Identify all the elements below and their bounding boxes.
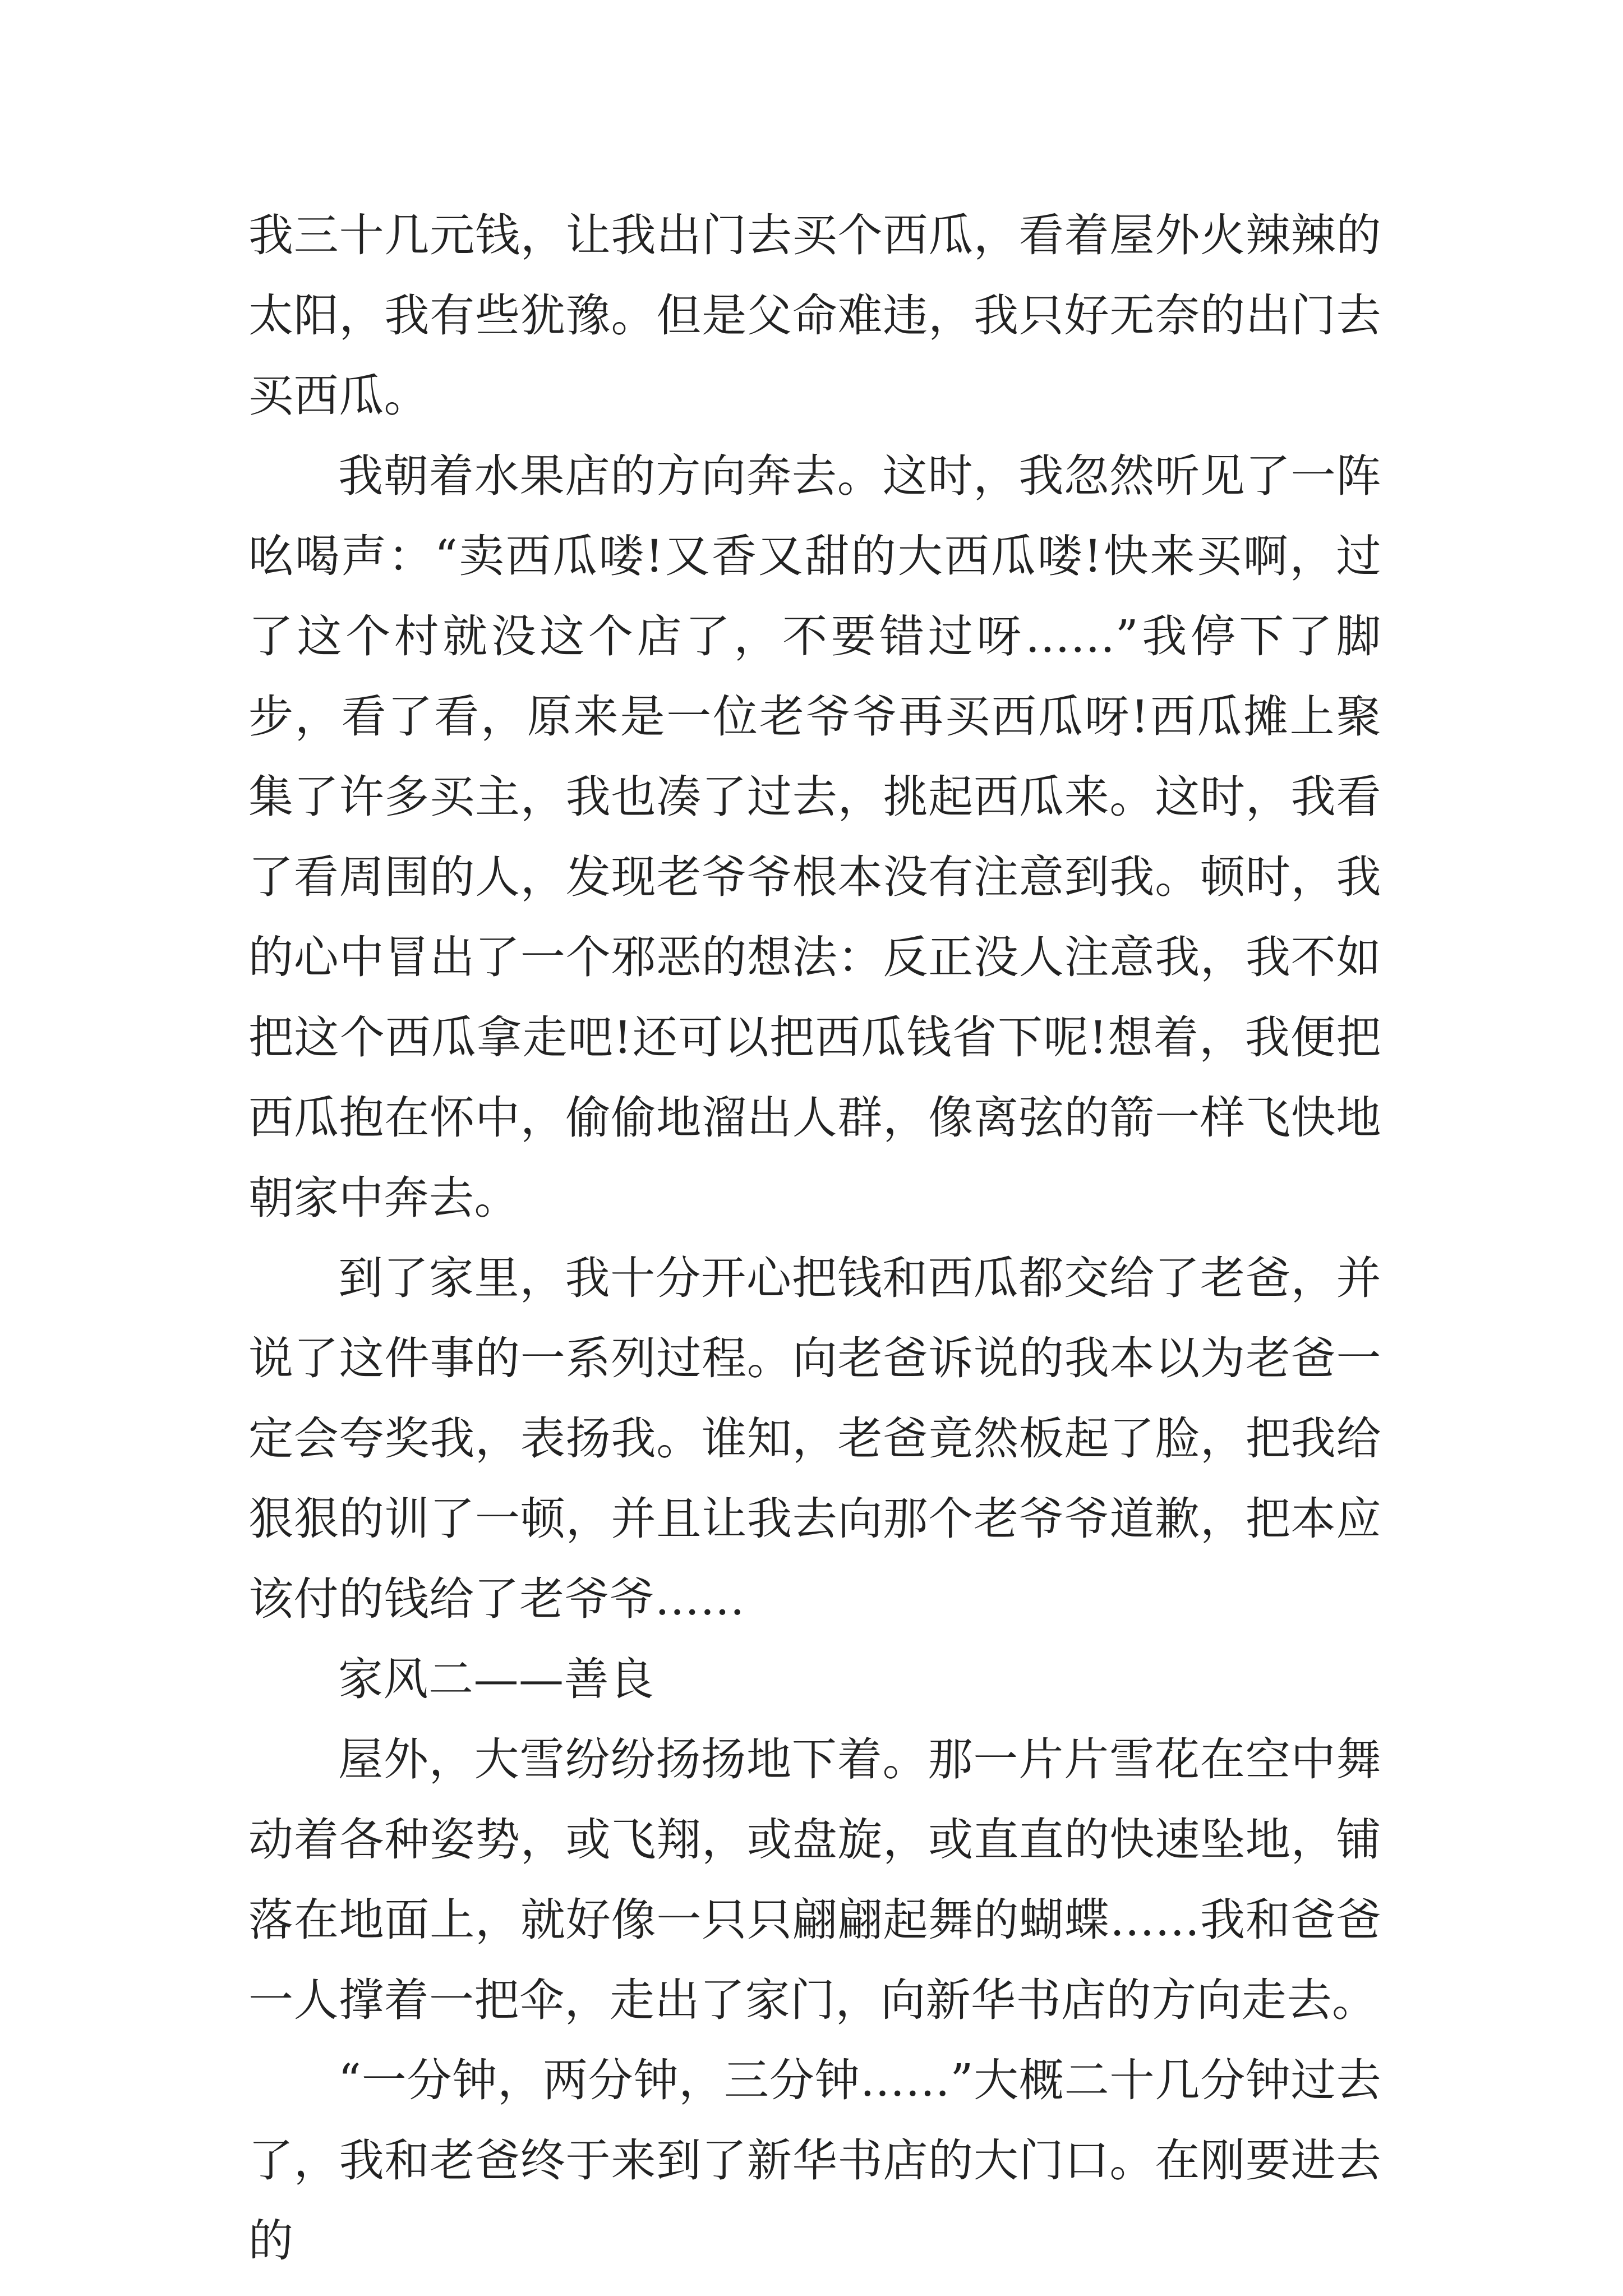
paragraph-3: 到了家里，我十分开心把钱和西瓜都交给了老爸，并说了这件事的一系列过程。向老爸诉说的我本以为老爸一定会夸奖我，表扬我。谁知，老爸竟然板起了脸，把我给狠狠的训了一顿，并且让我去向那个老爷爷道歉，把本应该付的钱给了老爷爷…… [248,1252,1381,1625]
paragraph-1: 我三十几元钱，让我出门去买个西瓜，看着屋外火辣辣的太阳，我有些犹豫。但是父命难违，我只好无奈的出门去买西瓜。 [248,209,1381,422]
paragraph-4: 屋外，大雪纷纷扬扬地下着。那一片片雪花在空中舞动着各种姿势，或飞翔，或盘旋，或直直的快速坠地，铺落在地面上，就好像一只只翩翩起舞的蝴蝶……我和爸爸一人撑着一把伞，走出了家门，向新华书店的方向走去。 [248,1733,1381,2026]
document-body [248,195,1381,2281]
section-heading: 家风二——善良 [338,1653,654,1705]
paragraph-2: 我朝着水果店的方向奔去。这时，我忽然听见了一阵吆喝声：“卖西瓜喽!又香又甜的大西瓜喽!快来买啊，过了这个村就没这个店了，不要错过呀……”我停下了脚步，看了看，原来是一位老爷爷再买西瓜呀!西瓜摊上聚集了许多买主，我也凑了过去，挑起西瓜来。这时，我看了看周围的人，发现老爷爷根本没有注意到我。顿时，我的心中冒出了一个邪恶的想法：反正没人注意我，我不如把这个西瓜拿走吧!还可以把西瓜钱省下呢!想着，我便把西瓜抱在怀中，偷偷地溜出人群，像离弦的箭一样飞快地朝家中奔去。 [248,450,1381,1224]
paragraph-5: “一分钟，两分钟，三分钟……”大概二十几分钟过去了，我和老爸终于来到了新华书店的大门口。在刚要进去的 [248,2054,1381,2267]
